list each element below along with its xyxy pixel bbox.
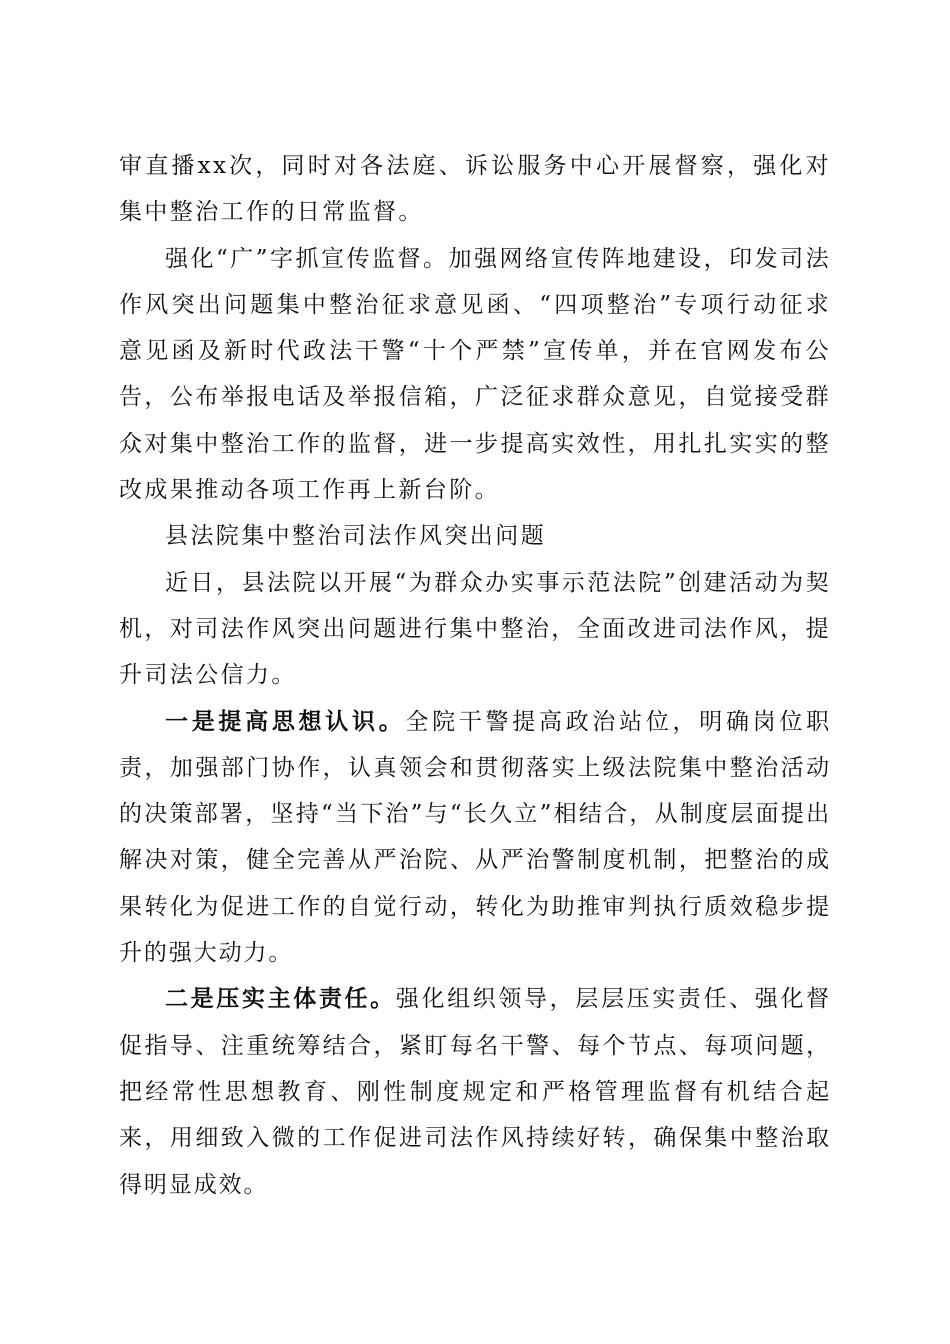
document-body [119,143,831,1208]
paragraph-5-text: 全院干警提高政治站位，明确岗位职责，加强部门协作，认真领会和贯彻落实上级法院集中整治活动的决策部署，坚持“当下治”与“长久立”相结合，从制度层面提出解决对策，健全完善从严治院、从严治警制度机制，把整治的成果转化为促进工作的自觉行动，转化为助推审判执行质效稳步提升的强大动力。 [119,708,831,967]
paragraph-6 [119,976,831,1207]
paragraph-1-text: 审直播xx次，同时对各法庭、诉讼服务中心开展督察，强化对集中整治工作的日常监督。 [119,153,831,226]
paragraph-5-lead: 一是提高思想认识。 [165,707,406,735]
paragraph-5 [119,699,831,977]
paragraph-4-text: 近日，县法院以开展“为群众办实事示范法院”创建活动为契机，对司法作风突出问题进行集中整治，全面改进司法作风，提升司法公信力。 [119,569,831,689]
paragraph-6-lead: 二是压实主体责任。 [165,985,396,1013]
paragraph-1 [119,143,831,236]
paragraph-4 [119,560,831,699]
paragraph-6-text: 强化组织领导，层层压实责任、强化督促指导、注重统筹结合，紧盯每名干警、每个节点、每项问题，把经常性思想教育、刚性制度规定和严格管理监督有机结合起来，用细致入微的工作促进司法作风持续好转，确保集中整治取得明显成效。 [119,986,831,1198]
paragraph-3-text: 县法院集中整治司法作风突出问题 [165,523,546,550]
paragraph-3-subheading [119,513,831,559]
paragraph-2-text: 强化“广”字抓宣传监督。加强网络宣传阵地建设，印发司法作风突出问题集中整治征求意见函、“四项整治”专项行动征求意见函及新时代政法干警“十个严禁”宣传单，并在官网发布公告，公布举报电话及举报信箱，广泛征求群众意见，自觉接受群众对集中整治工作的监督，进一步提高实效性，用扎扎实实的整改成果推动各项工作再上新台阶。 [119,245,831,504]
paragraph-2 [119,236,831,514]
